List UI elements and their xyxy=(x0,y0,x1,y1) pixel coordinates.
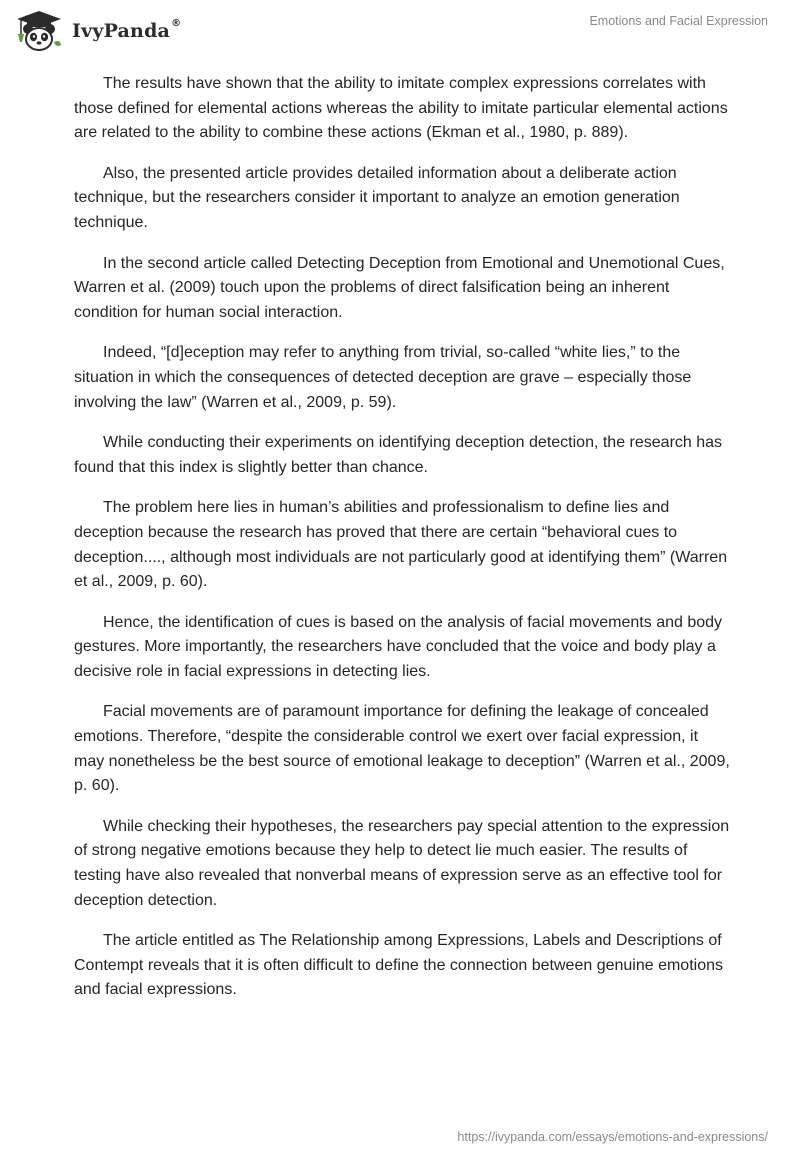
document-title: Emotions and Facial Expression xyxy=(589,14,768,28)
page-header xyxy=(0,0,800,60)
essay-body xyxy=(74,72,732,1019)
paragraph-3: In the second article called Detecting Deception from Emotional and Unemotional Cues, Warren et al. (2009) touch upon the problems of direct falsification being an inherent condition for human social interaction. xyxy=(74,254,725,321)
panda-graduate-icon xyxy=(14,9,64,53)
paragraph-2: Also, the presented article provides detailed information about a deliberate action technique, but the researchers consider it important to analyze an emotion generation technique. xyxy=(74,164,680,231)
paragraph-7: Hence, the identification of cues is based on the analysis of facial movements and body gestures. More importantly, the researchers have concluded that the voice and body play a decisive role in facial expressions in detecting lies. xyxy=(74,613,723,680)
paragraph-8: Facial movements are of paramount importance for defining the leakage of concealed emotions. Therefore, “despite the considerable control we exert over facial expression, it may nonetheless be the best source of emotional leakage to deception” (Warren et al., 2009, p. 60). xyxy=(74,703,730,795)
paragraph-5: While conducting their experiments on identifying deception detection, the research has found that this index is slightly better than chance. xyxy=(74,434,723,476)
paragraph-6: The problem here lies in human’s abilities and professionalism to define lies and deception because the research has proved that there are certain “behavioral cues to deception...., although most individuals are not particularly good at identifying them” (Warren et al., 2009, p. 60). xyxy=(74,499,728,591)
paragraph-10: The article entitled as The Relationship among Expressions, Labels and Descriptions of Contempt reveals that it is often difficult to define the connection between genuine emotions and facial expressions. xyxy=(74,932,723,999)
paragraph-1: The results have shown that the ability to imitate complex expressions correlates with those defined for elemental actions whereas the ability to imitate particular elemental actions are related to the ability to combine these actions (Ekman et al., 1980, p. 889). xyxy=(74,75,728,142)
logo-wordmark: IvyPanda® xyxy=(72,18,182,42)
ivypanda-logo[interactable] xyxy=(14,9,181,53)
paragraph-4: Indeed, “[d]eception may refer to anything from trivial, so-called “white lies,” to the situation in which the consequences of detected deception are grave – especially those involving the law” (Warren et al., 2009, p. 59). xyxy=(74,344,692,411)
paragraph-9: While checking their hypotheses, the researchers pay special attention to the expression of strong negative emotions because they help to detect lie much easier. The results of testing have also revealed that nonverbal means of expression serve as an effective tool for deception detection. xyxy=(74,817,730,909)
source-url[interactable]: https://ivypanda.com/essays/emotions-and-expressions/ xyxy=(457,1130,768,1144)
